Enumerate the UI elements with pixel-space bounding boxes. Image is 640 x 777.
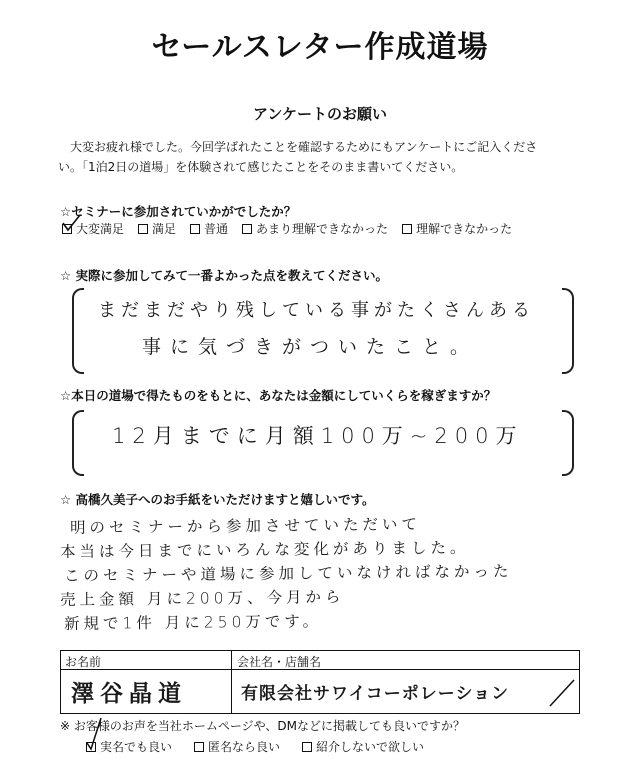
intro-line-2: い。「1泊2日の道場」を体験されて感じたことをそのまま書いてください。	[58, 160, 464, 174]
checkbox[interactable]	[242, 224, 252, 234]
handwritten-answer-line-1: まだまだやり残している事がたくさんある	[98, 300, 535, 321]
bracket-left	[72, 410, 84, 476]
question-best-point: ☆ 実際に参加してみて一番よかった点を教えてください。	[60, 268, 389, 283]
intro-line-1: 大変お疲れ様でした。今回学ばれたことを確認するためにもアンケートにご記入くださ	[70, 140, 538, 154]
bracket-left	[72, 288, 84, 374]
survey-heading: アンケートのお願い	[252, 105, 388, 123]
check-mark-icon	[60, 214, 82, 234]
pen-stroke-icon	[548, 676, 578, 710]
option-not-much-understood[interactable]: あまり理解できなかった	[242, 220, 388, 237]
letter-line-2: 本当は今日までにいろんな変化がありました。	[59, 538, 470, 561]
check-mark-icon	[84, 716, 104, 752]
question-satisfaction: ☆セミナーに参加されていかがでしたか？	[60, 204, 297, 219]
contact-info-table	[60, 650, 580, 714]
checkbox[interactable]	[138, 224, 148, 234]
option-not-understood[interactable]: 理解できなかった	[402, 220, 512, 237]
satisfaction-options	[62, 220, 512, 237]
option-very-satisfied[interactable]: 大変満足	[62, 220, 124, 237]
consent-options	[86, 738, 424, 755]
question-letter: ☆ 高橋久美子へのお手紙をいただけますと嬉しいです。	[60, 492, 375, 507]
letter-line-5: 新規で1件 月に250万です。	[63, 612, 323, 633]
answer-box-best-point	[72, 288, 574, 374]
option-satisfied[interactable]: 満足	[138, 220, 176, 237]
answer-box-earnings	[72, 410, 574, 476]
question-earnings: ☆本日の道場で得たものをもとに、あなたは金額にしていくらを稼ぎますか？	[60, 388, 497, 403]
checkbox[interactable]	[194, 742, 204, 752]
option-anonymous-ok[interactable]: 匿名なら良い	[194, 738, 280, 755]
letter-line-4: 売上金額 月に200万、今月から	[59, 588, 345, 609]
checkbox[interactable]	[190, 224, 200, 234]
letter-line-3: このセミナーや道場に参加していなければなかった	[63, 562, 513, 585]
table-column-divider	[231, 651, 232, 713]
option-do-not-introduce[interactable]: 紹介しないで欲しい	[302, 738, 424, 755]
bracket-right	[562, 410, 574, 476]
handwritten-answer-line-2: 事に気づきがついたこと。	[142, 336, 479, 358]
checkbox[interactable]	[402, 224, 412, 234]
company-field[interactable]: 有限会社サワイコーポレーション	[241, 684, 510, 704]
checkbox[interactable]	[302, 742, 312, 752]
consent-question: ※ お客様のお声を当社ホームページや、DMなどに掲載しても良いですか？	[60, 719, 465, 733]
handwritten-earnings-answer: 12月までに月額100万~200万	[112, 424, 524, 448]
name-label: お名前	[65, 655, 102, 669]
name-field[interactable]: 澤谷晶道	[71, 681, 187, 707]
company-label: 会社名・店舗名	[237, 655, 322, 669]
option-real-name-ok[interactable]: 実名でも良い	[86, 738, 172, 755]
bracket-right	[562, 288, 574, 374]
page-title: セールスレター作成道場	[151, 30, 489, 65]
option-neutral[interactable]: 普通	[190, 220, 228, 237]
letter-line-1: 明のセミナーから参加させていただいて	[69, 515, 422, 537]
